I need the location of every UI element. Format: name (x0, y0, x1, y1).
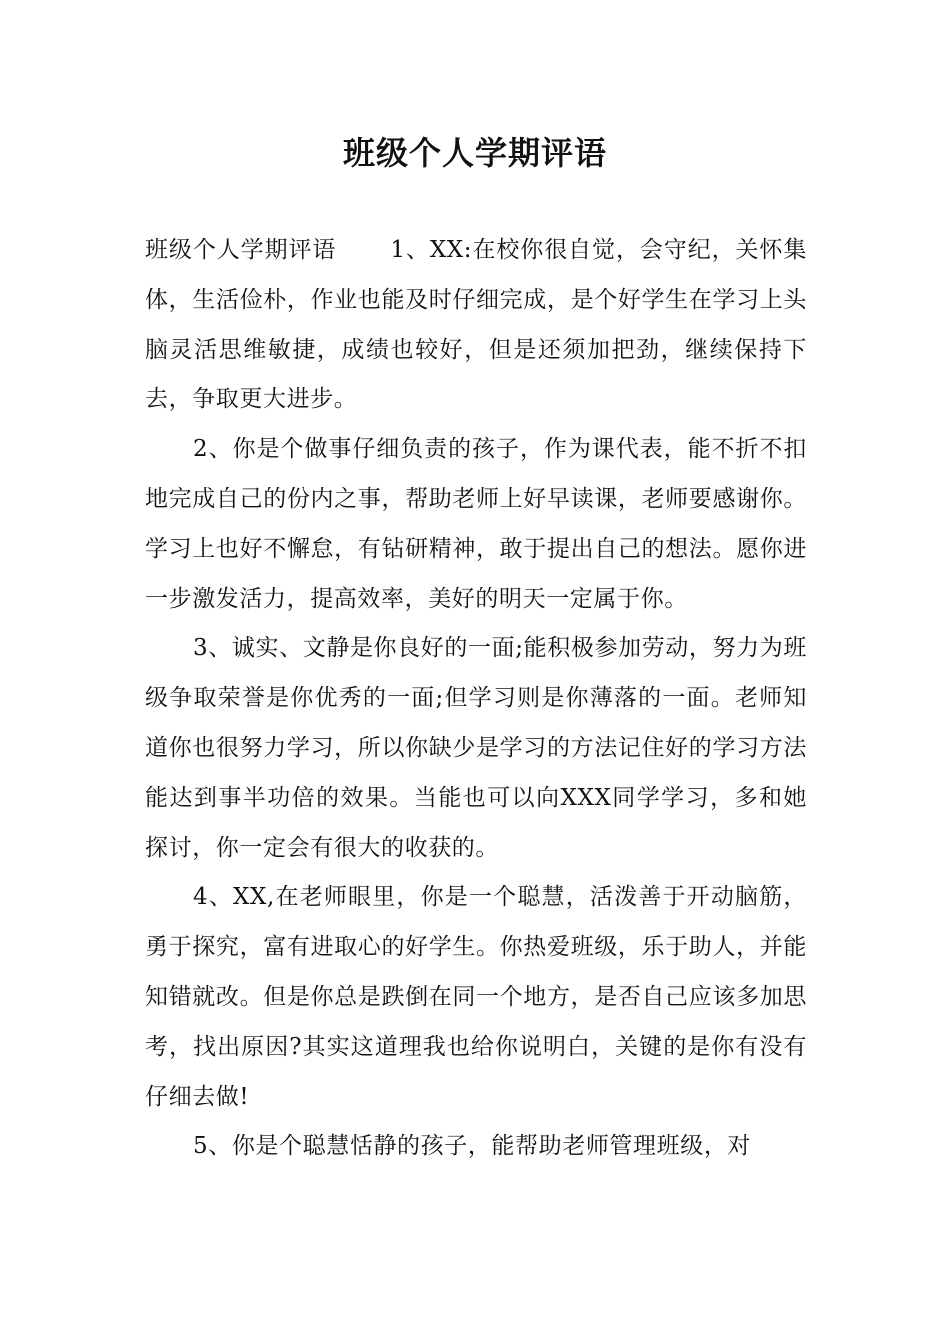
paragraph-4: 4、XX,在老师眼里，你是一个聪慧，活泼善于开动脑筋，勇于探究，富有进取心的好学生。你热爱班级，乐于助人，并能知错就改。但是你总是跌倒在同一个地方，是否自己应该多加思考，找出原因?其实这道理我也给你说明白，关键的是你有没有仔细去做! (145, 884, 807, 1110)
paragraph-2: 2、你是个做事仔细负责的孩子，作为课代表，能不折不扣地完成自己的份内之事，帮助老师上好早读课，老师要感谢你。学习上也好不懈怠，有钻研精神，敢于提出自己的想法。愿你进一步激发活力，提高效率，美好的明天一定属于你。 (145, 436, 807, 612)
document-body (145, 226, 807, 1172)
paragraph-1-text: 1、XX:在校你很自觉，会守纪，关怀集体，生活俭朴，作业也能及时仔细完成，是个好学生在学习上头脑灵活思维敏捷，成绩也较好，但是还须加把劲，继续保持下去，争取更大进步。 (145, 237, 807, 413)
document-title: 班级个人学期评语 (342, 134, 607, 172)
paragraph-3: 3、诚实、文静是你良好的一面;能积极参加劳动，努力为班级争取荣誉是你优秀的一面;但学习则是你薄落的一面。老师知道你也很努力学习，所以你缺少是学习的方法记住好的学习方法能达到事半功倍的效果。当能也可以向XXX同学学习，多和她探讨，你一定会有很大的收获的。 (145, 635, 807, 861)
paragraph-1 (145, 226, 807, 425)
intro-label: 班级个人学期评语 (145, 237, 337, 263)
paragraph-5: 5、你是个聪慧恬静的孩子，能帮助老师管理班级，对 (193, 1133, 752, 1160)
